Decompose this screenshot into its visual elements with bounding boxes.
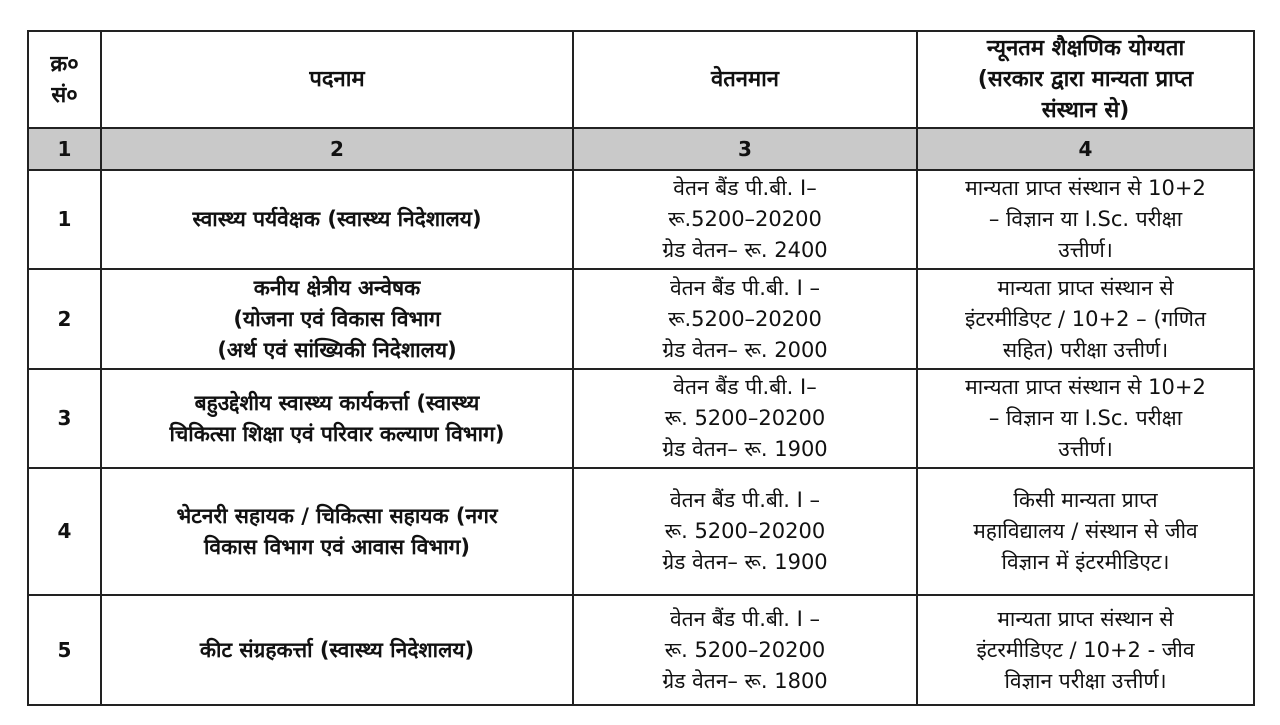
column-number: 2 (101, 128, 573, 170)
header-qualification-line: (सरकार द्वारा मान्यता प्राप्त (977, 67, 1194, 92)
pay-line: रू.5200–20200 (668, 306, 822, 331)
qualification-line: उत्तीर्ण। (1058, 238, 1113, 262)
pay-line: ग्रेड वेतन– रू. 1900 (662, 437, 828, 461)
post-cell (101, 170, 573, 269)
header-pay (573, 31, 917, 128)
pay-line: ग्रेड वेतन– रू. 2000 (662, 337, 828, 362)
column-number: 4 (917, 128, 1254, 170)
column-number-row (28, 128, 1254, 170)
post-cell (101, 269, 573, 369)
header-pay-line: वेतनमान (710, 67, 780, 92)
qualification-line: विज्ञान में इंटरमीडिएट। (1001, 550, 1170, 574)
header-serial-line: क्र० (50, 51, 79, 77)
table-row (28, 170, 1254, 269)
pay-line: रू.5200–20200 (668, 207, 822, 231)
qualification-cell (917, 595, 1254, 705)
qualification-line: किसी मान्यता प्राप्त (1013, 488, 1158, 512)
pay-line: वेतन बैंड पी.बी. I – (669, 488, 821, 512)
qualification-line: इंटरमीडिएट / 10+2 – (गणित (965, 306, 1206, 331)
column-number: 1 (28, 128, 101, 170)
post-line: विकास विभाग एवं आवास विभाग) (203, 534, 471, 559)
qualification-line: विज्ञान परीक्षा उत्तीर्ण। (1004, 668, 1167, 693)
header-qualification (917, 31, 1254, 128)
serial-cell: 3 (28, 369, 101, 468)
qualification-line: इंटरमीडिएट / 10+2 - जीव (976, 637, 1195, 662)
qualification-line: – विज्ञान या I.Sc. परीक्षा (988, 207, 1183, 231)
post-line: कीट संग्रहकर्त्ता (स्वास्थ्य निदेशालय) (199, 637, 475, 662)
post-line: बहुउद्देशीय स्वास्थ्य कार्यकर्त्ता (स्वास्थ्य (194, 390, 480, 415)
header-qualification-line: संस्थान से) (1041, 98, 1130, 123)
table-row (28, 269, 1254, 369)
qualification-line: महाविद्यालय / संस्थान से जीव (973, 519, 1198, 543)
pay-line: ग्रेड वेतन– रू. 1900 (662, 550, 828, 574)
header-qualification-line: न्यूनतम शैक्षणिक योग्यता (986, 36, 1185, 61)
post-line: कनीय क्षेत्रीय अन्वेषक (253, 275, 421, 300)
pay-line: ग्रेड वेतन– रू. 1800 (662, 668, 828, 693)
column-number: 3 (573, 128, 917, 170)
post-cell (101, 468, 573, 595)
table-row (28, 468, 1254, 595)
header-serial-line: सं० (51, 82, 78, 108)
qualification-cell (917, 269, 1254, 369)
post-line: स्वास्थ्य पर्यवेक्षक (स्वास्थ्य निदेशालय) (192, 207, 482, 231)
header-serial (28, 31, 101, 128)
qualification-line: – विज्ञान या I.Sc. परीक्षा (988, 406, 1183, 430)
serial-cell: 4 (28, 468, 101, 595)
pay-line: ग्रेड वेतन– रू. 2400 (662, 238, 828, 262)
pay-cell (573, 170, 917, 269)
table-row (28, 369, 1254, 468)
table-row (28, 595, 1254, 705)
header-post (101, 31, 573, 128)
pay-line: वेतन बैंड पी.बी. I– (673, 176, 817, 200)
pay-line: रू. 5200–20200 (664, 406, 826, 430)
qualification-line: मान्यता प्राप्त संस्थान से 10+2 (965, 375, 1206, 399)
qualification-line: मान्यता प्राप्त संस्थान से (997, 606, 1174, 631)
serial-cell: 5 (28, 595, 101, 705)
pay-line: रू. 5200–20200 (664, 637, 826, 662)
header-post-line: पदनाम (309, 67, 365, 92)
serial-cell: 2 (28, 269, 101, 369)
posts-table (27, 30, 1255, 706)
post-line: (अर्थ एवं सांख्यिकी निदेशालय) (217, 337, 457, 362)
header-row (28, 31, 1254, 128)
qualification-line: उत्तीर्ण। (1058, 437, 1113, 461)
pay-line: वेतन बैंड पी.बी. I – (669, 275, 821, 300)
post-line: चिकित्सा शिक्षा एवं परिवार कल्याण विभाग) (169, 421, 505, 446)
post-cell (101, 595, 573, 705)
qualification-line: सहित) परीक्षा उत्तीर्ण। (1002, 337, 1169, 362)
pay-cell (573, 595, 917, 705)
post-cell (101, 369, 573, 468)
qualification-line: मान्यता प्राप्त संस्थान से 10+2 (965, 176, 1206, 200)
post-line: (योजना एवं विकास विभाग (233, 306, 441, 331)
pay-line: वेतन बैंड पी.बी. I– (673, 375, 817, 399)
pay-cell (573, 468, 917, 595)
qualification-cell (917, 468, 1254, 595)
pay-line: रू. 5200–20200 (664, 519, 826, 543)
serial-cell: 1 (28, 170, 101, 269)
post-line: भेटनरी सहायक / चिकित्सा सहायक (नगर (176, 503, 498, 528)
qualification-cell (917, 369, 1254, 468)
qualification-line: मान्यता प्राप्त संस्थान से (997, 275, 1174, 300)
qualification-cell (917, 170, 1254, 269)
pay-cell (573, 369, 917, 468)
pay-cell (573, 269, 917, 369)
pay-line: वेतन बैंड पी.बी. I – (669, 606, 821, 631)
